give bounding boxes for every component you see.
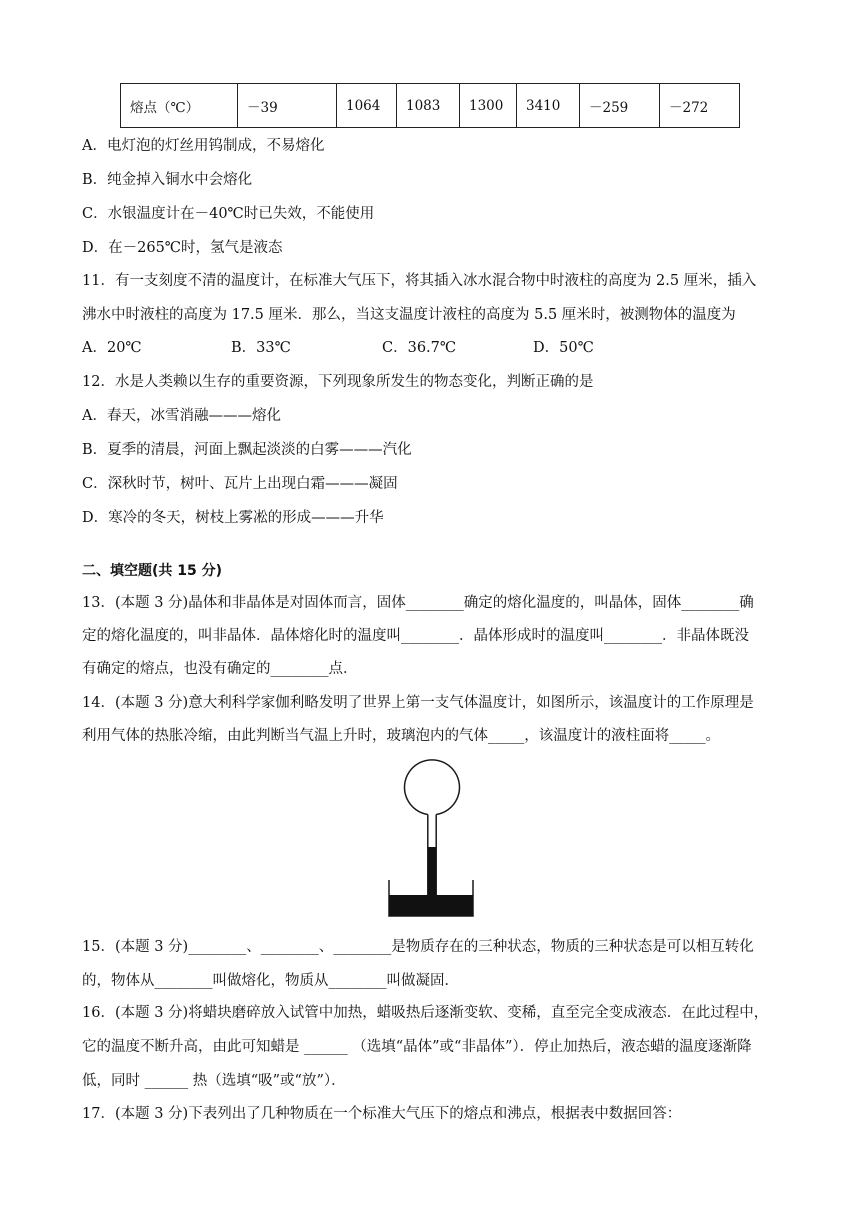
q11-option-d: D．50℃: [533, 340, 594, 356]
q13-line3: 有确定的熔点，也没有确定的________点．: [82, 661, 358, 677]
basin-liquid: [389, 895, 473, 916]
section-title: 二、填空题(共 15 分): [82, 563, 223, 579]
q17-stem: 17．(本题 3 分)下表列出了几种物质在一个标准大气压下的熔点和沸点，根据表中数据回答：: [82, 1106, 682, 1122]
q12-option-d: D．寒冷的冬天，树枝上雾凇的形成———升华: [82, 510, 384, 526]
q15-line2: 的，物体从________叫做熔化，物质从________叫做凝固．: [82, 973, 459, 989]
q12-option-a: A．春天，冰雪消融———熔化: [82, 408, 281, 424]
q16-line3: 低，同时 ______ 热（选填“吸”或“放”）．: [82, 1073, 346, 1089]
q11-option-a: A．20℃: [82, 340, 142, 356]
q15-line1: 15．(本题 3 分)________、________、________是物质存在的三种状态，物质的三种状态是可以相互转化: [82, 939, 754, 955]
table-cell: －259: [580, 84, 660, 128]
q11-option-b: B．33℃: [231, 340, 291, 356]
q11-option-c: C．36.7℃: [382, 340, 457, 356]
q16-line1: 16．(本题 3 分)将蜡块磨碎放入试管中加热，蜡吸热后逐渐变软、变稀，直至完全变成液态．在此过程中，: [82, 1005, 769, 1021]
table-cell: 1083: [397, 84, 460, 128]
table-cell: 3410: [517, 84, 580, 128]
q13-line2: 定的熔化温度的，叫非晶体．晶体熔化时的温度叫________．晶体形成时的温度叫________．非晶体既没: [82, 628, 749, 644]
q14-line2: 利用气体的热胀冷缩，由此判断当气温上升时，玻璃泡内的气体_____，该温度计的液柱面将_____。: [82, 728, 720, 744]
melting-point-table: [120, 83, 740, 128]
glass-bulb-outline: [405, 760, 460, 815]
table-cell: －272: [660, 84, 740, 128]
q11-stem-line2: 沸水中时液柱的高度为 17.5 厘米．那么，当这支温度计液柱的高度为 5.5 厘米时，被测物体的温度为: [82, 307, 736, 323]
q16-line2: 它的温度不断升高，由此可知蜡是 ______ （选填“晶体”或“非晶体”）．停止加热后，液态蜡的温度逐渐降: [82, 1039, 752, 1055]
q14-line1: 14．(本题 3 分)意大利科学家伽利略发明了世界上第一支气体温度计，如图所示，该温度计的工作原理是: [82, 695, 754, 711]
q10-option-b: B．纯金掉入铜水中会熔化: [82, 172, 253, 188]
q11-options: [82, 338, 782, 360]
table-row: [121, 84, 740, 128]
q10-option-a: A．电灯泡的灯丝用钨制成，不易熔化: [82, 138, 325, 154]
q12-option-c: C．深秋时节，树叶、瓦片上出现白霜———凝固: [82, 476, 398, 492]
table-cell: 1064: [337, 84, 397, 128]
table-cell: －39: [238, 84, 337, 128]
gas-thermometer-figure: [385, 755, 477, 919]
q13-line1: 13．(本题 3 分)晶体和非晶体是对固体而言，固体________确定的熔化温度的，叫晶体，固体________确: [82, 595, 754, 611]
table-row-label: 熔点（℃）: [121, 84, 238, 128]
q10-option-c: C．水银温度计在－40℃时已失效，不能使用: [82, 206, 375, 222]
q10-option-d: D．在－265℃时，氢气是液态: [82, 240, 283, 256]
q11-stem-line1: 11．有一支刻度不清的温度计，在标准大气压下，将其插入冰水混合物中时液柱的高度为 2.5 厘米，插入: [82, 273, 757, 289]
q12-stem: 12．水是人类赖以生存的重要资源，下列现象所发生的物态变化，判断正确的是: [82, 374, 594, 390]
q12-option-b: B．夏季的清晨，河面上飘起淡淡的白雾———汽化: [82, 442, 412, 458]
table-cell: 1300: [460, 84, 517, 128]
